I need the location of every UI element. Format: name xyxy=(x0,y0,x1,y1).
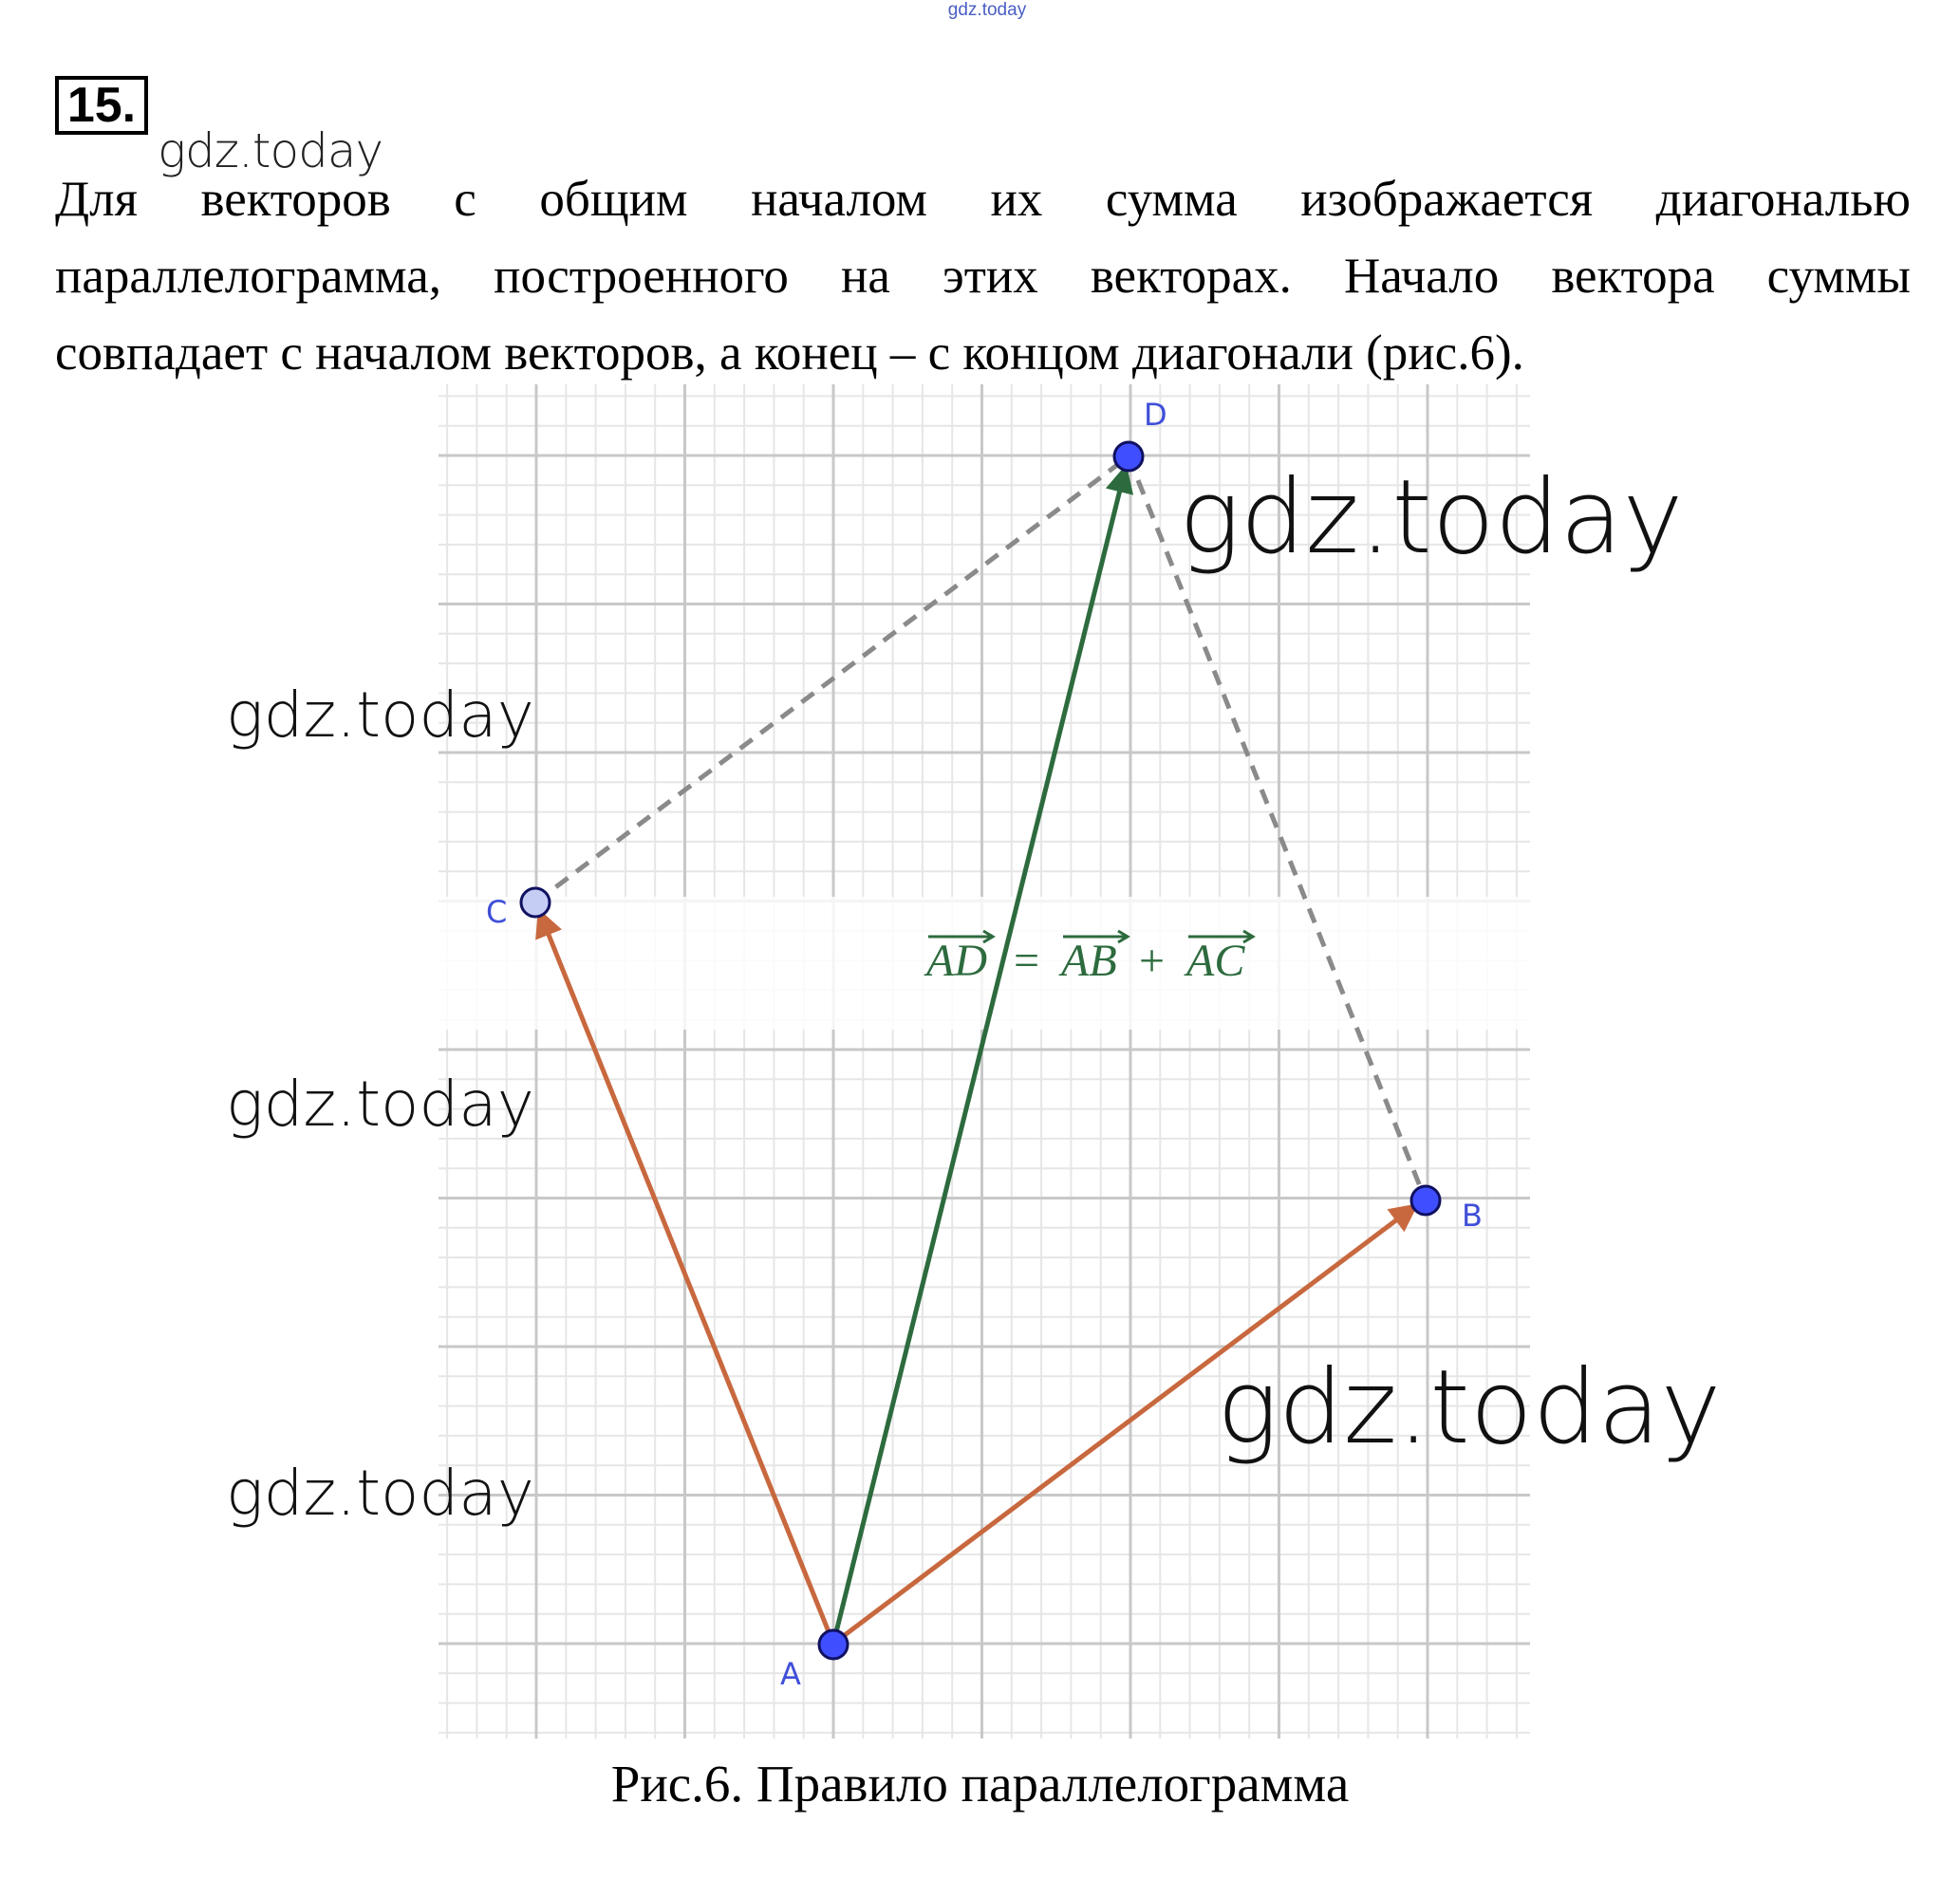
paragraph-line-1: Для векторов с общим началом их сумма изображается диагональю xyxy=(55,172,1911,227)
watermark-left-3: gdz.today xyxy=(226,1457,534,1530)
formula xyxy=(924,931,1253,986)
formula-eq: = xyxy=(1014,936,1040,986)
problem-number: 15. xyxy=(55,76,148,135)
formula-term-2: AC xyxy=(1186,936,1245,986)
label-c: C xyxy=(486,894,508,930)
watermark-left-2: gdz.today xyxy=(226,1068,534,1141)
formula-plus: + xyxy=(1139,936,1166,986)
label-a: A xyxy=(780,1656,801,1692)
graph-grid xyxy=(439,384,1530,1739)
paragraph-line-2: параллелограмма, построенного на этих векторах. Начало вектора суммы xyxy=(55,249,1911,304)
figure-caption: Рис.6. Правило параллелограмма xyxy=(610,1755,1350,1813)
watermark-large-top-right: gdz.today xyxy=(1179,458,1684,577)
formula-term-1: AB xyxy=(1061,936,1117,986)
point-a xyxy=(819,1630,848,1659)
top-site-watermark: gdz.today xyxy=(947,0,1027,20)
watermark-large-bottom-right: gdz.today xyxy=(1217,1348,1722,1467)
point-d xyxy=(1114,442,1143,471)
vector-ad xyxy=(833,467,1126,1644)
label-b: B xyxy=(1462,1198,1483,1234)
label-d: D xyxy=(1144,397,1167,433)
point-c xyxy=(521,888,550,917)
watermark-left-1: gdz.today xyxy=(226,679,534,752)
point-b xyxy=(1411,1186,1440,1215)
watermark-small: gdz.today xyxy=(158,123,383,178)
paragraph-line-3: совпадает с началом векторов, а конец – с концом диагонали (рис.6). xyxy=(55,325,1524,381)
formula-lhs: AD xyxy=(926,936,987,986)
